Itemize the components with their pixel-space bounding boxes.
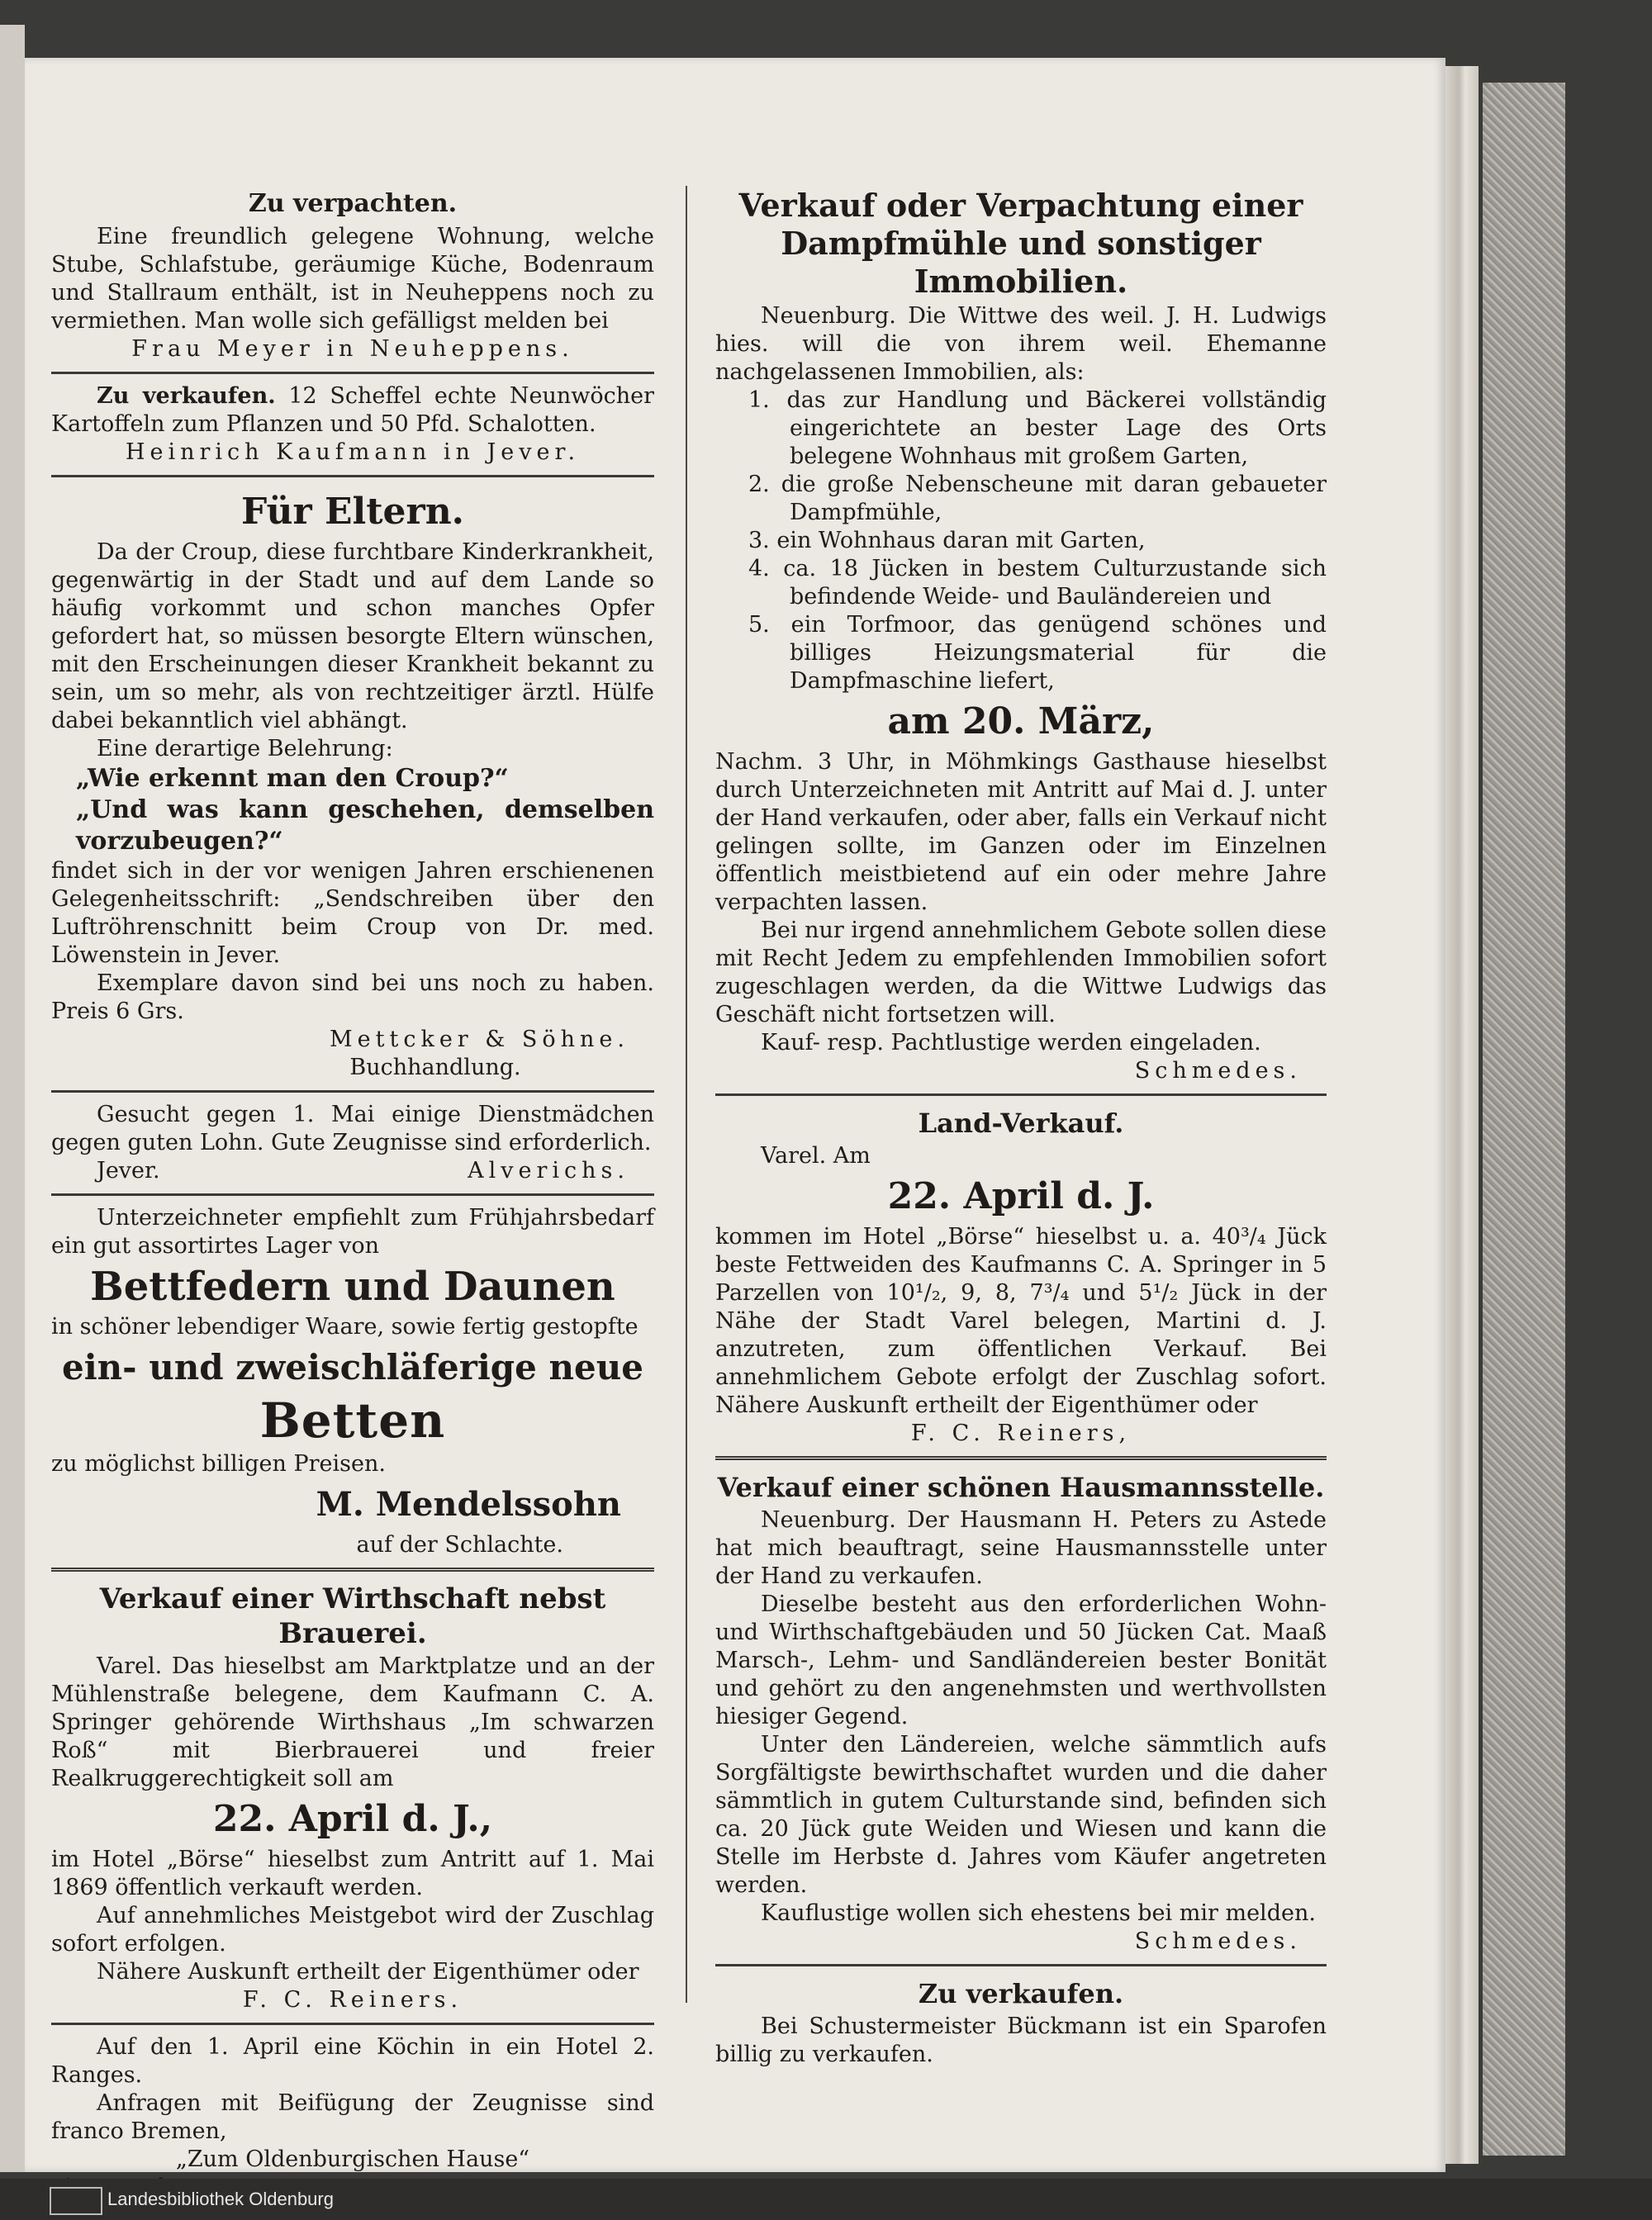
divider (51, 475, 654, 477)
ad-signature: M. Mendelssohn (316, 1485, 621, 1524)
ad-signature: F. C. Reiners. (242, 1987, 463, 2013)
library-name: Landesbibliothek Oldenburg (107, 2189, 334, 2209)
ad-headline: ein- und zweischläferige neue (61, 1347, 644, 1388)
ad-dampfmuehle (715, 182, 1327, 1092)
ad-body: Kauflustige wollen sich ehestens bei mir melden. (761, 1900, 1316, 1926)
ad-body: in schöner lebendiger Waare, sowie fertig gestopfte (51, 1314, 638, 1340)
ad-body: Kauf- resp. Pachtlustige werden eingeladen. (761, 1030, 1261, 1055)
ad-body: Eine freundlich gelegene Wohnung, welche Stube, Schlafstube, geräumige Küche, Bodenraum und Stallraum enthält, ist in Neuheppens noch zu vermiethen. Man wolle sich gefälligst melden bei (51, 224, 654, 334)
ad-bettfedern (51, 1201, 654, 1566)
ad-signature: F. C. Reiners, (910, 1421, 1132, 1446)
ad-place: Jever. (97, 1158, 160, 1184)
ad-zu-verpachten (51, 182, 654, 370)
ad-hausmannsstelle (715, 1465, 1327, 1962)
ad-title: Land-Verkauf. (918, 1108, 1124, 1139)
ad-fuer-eltern (51, 482, 654, 1089)
ad-body: Varel. Das hieselbst am Marktplatze und an der Mühlenstraße belegene, dem Kaufmann C. A. Springer gehörende Wirthshaus „Im schwarzen Roß“ mit Bierbrauerei und freier Realkruggerechtigkeit soll am (51, 1653, 654, 1791)
list-item: 4. ca. 18 Jücken in bestem Culturzustande sich befindende Weide- und Bauländereien und (748, 556, 1327, 610)
divider (51, 1090, 654, 1093)
ad-body: Unter den Ländereien, welche sämmtlich aufs Sorgfältigste bewirthschaftet wurden und die daher sämmtlich in gutem Culturstande sind, befinden sich ca. 20 Jück gute Weiden und Wiesen und kann die Stelle im Herbste d. Jahres vom Käufer angetreten werden. (715, 1732, 1327, 1898)
ad-headline: Bettfedern und Daunen (90, 1264, 615, 1310)
ad-body: Gesucht gegen 1. Mai einige Dienstmädchen gegen guten Lohn. Gute Zeugnisse sind erforderlich. (51, 1102, 654, 1155)
divider (51, 1193, 654, 1196)
ad-body: Unterzeichneter empfiehlt zum Frühjahrsbedarf ein gut assortirtes Lager von (51, 1205, 654, 1259)
ad-body: Nähere Auskunft ertheilt der Eigenthümer oder (97, 1959, 639, 1985)
library-logo-icon (50, 2187, 102, 2215)
ad-body: findet sich in der vor wenigen Jahren erschienenen Gelegenheitsschrift: „Sendschreiben über den Luftröhrenschnitt beim Croup von Dr. med. Löwenstein in Jever. (51, 858, 654, 968)
ad-signature: Mettcker & Söhne. (330, 1027, 629, 1052)
ad-title: Verkauf einer schönen Hausmannsstelle. (717, 1472, 1325, 1503)
ad-signature: Frau Meyer in Neuheppens. (131, 336, 574, 362)
column-divider (686, 186, 687, 2003)
ad-headline: Betten (259, 1392, 446, 1449)
right-column (715, 182, 1327, 2075)
list-item: 5. ein Torfmoor, das genügend schönes und billiges Heizungsmaterial für die Dampfmaschine liefert, (748, 612, 1327, 694)
ad-sparofen (715, 1971, 1327, 2075)
divider (715, 1456, 1327, 1460)
ad-body: kommen im Hotel „Börse“ hieselbst u. a. 40³/₄ Jück beste Fettweiden des Kaufmanns C. A. Springer in 5 Parzellen von 10¹/₂, 9, 8, 7³/₄ und 5¹/₂ Jück in der Nähe der Stadt Varel belegen, Martini d. J. anzutreten, zum öffentlichen Verkauf. Bei annehmlichem Gebote erfolgt der Zuschlag sofort. Nähere Auskunft ertheilt der Eigenthümer oder (715, 1224, 1327, 1418)
property-list (715, 387, 1327, 695)
list-item: 2. die große Nebenscheune mit daran gebaueter Dampfmühle, (748, 472, 1327, 525)
ad-title: Zu verkaufen. (97, 383, 276, 409)
ad-verkauf-wirthschaft (51, 1577, 654, 2021)
ad-body: Neuenburg. Der Hausmann H. Peters zu Astede hat mich beauftragt, seine Hausmannsstelle unter der Hand zu verkaufen. (715, 1507, 1327, 1589)
ad-title: Zu verkaufen. (918, 1978, 1124, 2009)
ad-body: Auf den 1. April eine Köchin in ein Hotel 2. Ranges. (51, 2034, 654, 2088)
ad-body: Neuenburg. Die Wittwe des weil. J. H. Ludwigs hies. will die von ihrem weil. Ehemanne nachgelassenen Immobilien, als: (715, 303, 1327, 385)
ad-signature: Heinrich Kaufmann in Jever. (125, 439, 581, 465)
ad-body: Anfragen mit Beifügung der Zeugnisse sind franco Bremen, (51, 2090, 654, 2144)
ad-title: Zu verpachten. (248, 189, 458, 218)
ad-title: Verkauf einer Wirthschaft nebst Brauerei. (99, 1582, 606, 1650)
viewer-footer (0, 2179, 1652, 2220)
ad-signature-sub: auf der Schlachte. (356, 1532, 563, 1558)
ad-title: Verkauf oder Verpachtung einer Dampfmühle und sonstiger Immobilien. (738, 187, 1303, 300)
ad-body: Da der Croup, diese furchtbare Kinderkrankheit, gegenwärtig in der Stadt und auf dem Lande so häufig vorkommt und schon manches Opfer gefordert hat, so müssen besorgte Eltern wünschen, mit den Erscheinungen dieser Krankheit bekannt zu sein, um so mehr, als von rechtzeitiger ärztl. Hülfe dabei bekanntlich viel abhängt. (51, 539, 654, 733)
ad-body: Bei nur irgend annehmlichem Gebote sollen diese mit Recht Jedem zu empfehlenden Immobilien sofort zugeschlagen werden, da die Wittwe Ludwigs das Geschäft nicht fortsetzen will. (715, 918, 1327, 1027)
divider (715, 1964, 1327, 1966)
divider (51, 1568, 654, 1572)
ad-body: Dieselbe besteht aus den erforderlichen Wohn- und Wirthschaftgebäuden und 50 Jücken Cat. Maaß Marsch-, Lehm- und Sandländereien bester Bonität und gehört zu den angenehmsten und werthvollsten hiesiger Gegend. (715, 1591, 1327, 1729)
ad-body: 12 Scheffel echte Neunwöcher Kartoffeln zum Pflanzen und 50 Pfd. Schalotten. (51, 383, 654, 437)
ad-body: Varel. Am (761, 1143, 871, 1169)
divider (51, 372, 654, 374)
ad-body: „Zum Oldenburgischen Hause“ (175, 2146, 530, 2172)
ad-date: 22. April d. J. (887, 1175, 1155, 1217)
ad-zu-verkaufen-kartoffeln (51, 379, 654, 473)
page-stack-edge (1446, 66, 1479, 2164)
adjacent-page-strip (0, 25, 25, 2172)
divider (51, 2023, 654, 2025)
ad-body: Exemplare davon sind bei uns noch zu haben. Preis 6 Grs. (51, 970, 654, 1024)
ad-body: Auf annehmliches Meistgebot wird der Zuschlag sofort erfolgen. (51, 1903, 654, 1957)
left-column (51, 182, 654, 2208)
ad-date: am 20. März, (887, 700, 1155, 742)
ad-signature: Schmedes. (1134, 1058, 1302, 1084)
ad-signature: Schmedes. (1134, 1928, 1302, 1954)
list-item: 1. das zur Handlung und Bäckerei vollständig eingerichtete an bester Lage des Orts belegene Wohnhaus mit großem Garten, (748, 387, 1327, 469)
ad-title: Für Eltern. (240, 491, 464, 533)
ad-body: Nachm. 3 Uhr, in Möhmkings Gasthause hieselbst durch Unterzeichneten mit Antritt auf Mai d. J. unter der Hand verkaufen, oder aber, falls ein Verkauf nicht gelingen sollte, im Ganzen oder im Einzelnen öffentlich meistbietend auf ein oder mehre Jahre verpachten lassen. (715, 749, 1327, 915)
ad-date: 22. April d. J., (212, 1798, 493, 1840)
ad-body: Bei Schustermeister Bückmann ist ein Sparofen billig zu verkaufen. (715, 2014, 1327, 2067)
ad-signature-sub: Buchhandlung. (349, 1055, 521, 1080)
ad-signature: Alverichs. (468, 1158, 629, 1184)
divider (715, 1093, 1327, 1096)
ad-land-verkauf (715, 1101, 1327, 1454)
ad-question: „Und was kann geschehen, demselben vorzubeugen?“ (76, 795, 654, 856)
ad-body: zu möglichst billigen Preisen. (51, 1451, 386, 1477)
book-cover (1483, 83, 1565, 2156)
list-item: 3. ein Wohnhaus daran mit Garten, (748, 528, 1146, 553)
ad-gesucht-dienstmaedchen (51, 1098, 654, 1192)
ad-body: Eine derartige Belehrung: (97, 736, 393, 761)
ad-body: im Hotel „Börse“ hieselbst zum Antritt auf 1. Mai 1869 öffentlich verkauft werden. (51, 1847, 654, 1900)
ad-question: „Wie erkennt man den Croup?“ (76, 764, 509, 793)
